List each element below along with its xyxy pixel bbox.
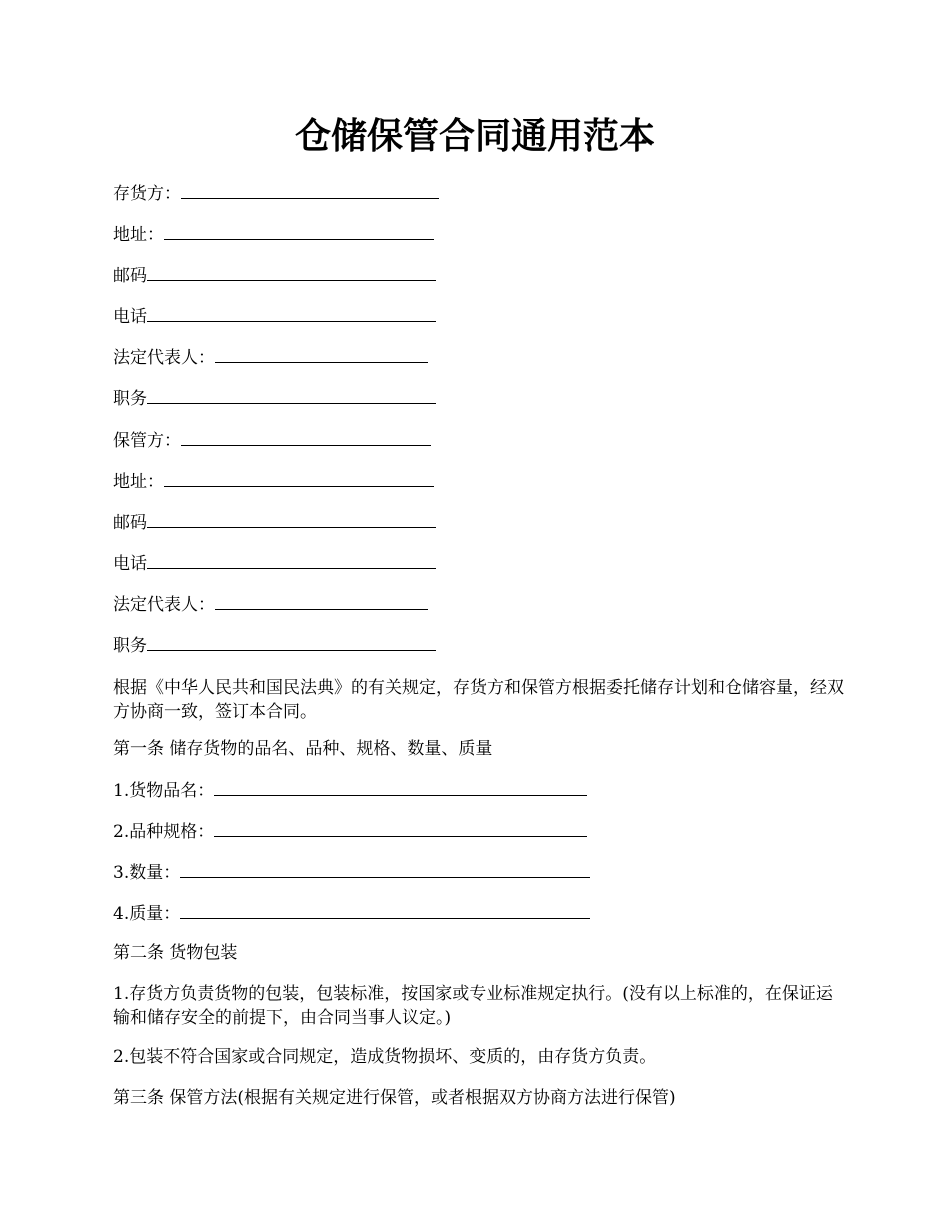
goods-quantity-blank[interactable] — [180, 860, 590, 878]
storer-party-label: 存货方： — [113, 184, 181, 204]
keeper-address-field — [113, 469, 434, 493]
keeper-legal-rep-field — [113, 592, 428, 616]
keeper-position-field — [113, 633, 436, 657]
keeper-postcode-blank[interactable] — [147, 510, 436, 528]
keeper-party-blank[interactable] — [181, 428, 431, 446]
document-title: 仓储保管合同通用范本 — [294, 115, 655, 157]
goods-quality-label: 4.质量： — [113, 904, 181, 924]
storer-position-label: 职务 — [113, 389, 147, 409]
keeper-party-label: 保管方： — [113, 431, 181, 451]
article1-item2-field — [113, 819, 587, 843]
goods-name-label: 1.货物品名： — [113, 781, 215, 801]
storer-party-field — [113, 181, 439, 205]
article1-heading: 第一条 储存货物的品名、品种、规格、数量、质量 — [113, 739, 493, 759]
storer-address-field — [113, 222, 434, 246]
article1-item3-field — [113, 860, 590, 884]
goods-spec-blank[interactable] — [214, 819, 587, 837]
storer-phone-blank[interactable] — [147, 304, 436, 322]
article1-item1-field — [113, 778, 587, 802]
storer-legal-rep-field — [113, 345, 428, 369]
keeper-postcode-field — [113, 510, 436, 534]
storer-phone-label: 电话 — [113, 307, 147, 327]
goods-quality-blank[interactable] — [180, 901, 590, 919]
storer-postcode-field — [113, 263, 436, 287]
goods-quantity-label: 3.数量： — [113, 863, 181, 883]
storer-position-blank[interactable] — [147, 386, 436, 404]
keeper-phone-label: 电话 — [113, 554, 147, 574]
article2-heading: 第二条 货物包装 — [113, 943, 238, 963]
keeper-address-blank[interactable] — [164, 469, 434, 487]
storer-address-label: 地址： — [113, 225, 164, 245]
article3-heading: 第三条 保管方法(根据有关规定进行保管，或者根据双方协商方法进行保管) — [113, 1088, 676, 1108]
keeper-position-label: 职务 — [113, 636, 147, 656]
storer-postcode-blank[interactable] — [147, 263, 436, 281]
storer-party-blank[interactable] — [181, 181, 439, 199]
article2-clause2: 2.包装不符合国家或合同规定，造成货物损坏、变质的，由存货方负责。 — [113, 1047, 657, 1067]
keeper-position-blank[interactable] — [147, 633, 436, 651]
keeper-phone-blank[interactable] — [147, 551, 436, 569]
storer-position-field — [113, 386, 436, 410]
article2-clause1: 1.存货方负责货物的包装，包装标准，按国家或专业标准规定执行。(没有以上标准的，在保证运输和储存安全的前提下，由合同当事人议定。) — [113, 984, 833, 1028]
keeper-party-field — [113, 428, 431, 452]
storer-address-blank[interactable] — [164, 222, 434, 240]
keeper-legal-rep-label: 法定代表人： — [113, 595, 215, 615]
keeper-address-label: 地址： — [113, 472, 164, 492]
keeper-phone-field — [113, 551, 436, 575]
keeper-legal-rep-blank[interactable] — [215, 592, 428, 610]
storer-legal-rep-blank[interactable] — [215, 345, 428, 363]
storer-postcode-label: 邮码 — [113, 266, 147, 286]
article1-item4-field — [113, 901, 590, 925]
goods-name-blank[interactable] — [214, 778, 587, 796]
keeper-postcode-label: 邮码 — [113, 513, 147, 533]
intro-paragraph: 根据《中华人民共和国民法典》的有关规定，存货方和保管方根据委托储存计划和仓储容量，经双方协商一致，签订本合同。 — [113, 678, 844, 722]
goods-spec-label: 2.品种规格： — [113, 822, 215, 842]
storer-legal-rep-label: 法定代表人： — [113, 348, 215, 368]
storer-phone-field — [113, 304, 436, 328]
